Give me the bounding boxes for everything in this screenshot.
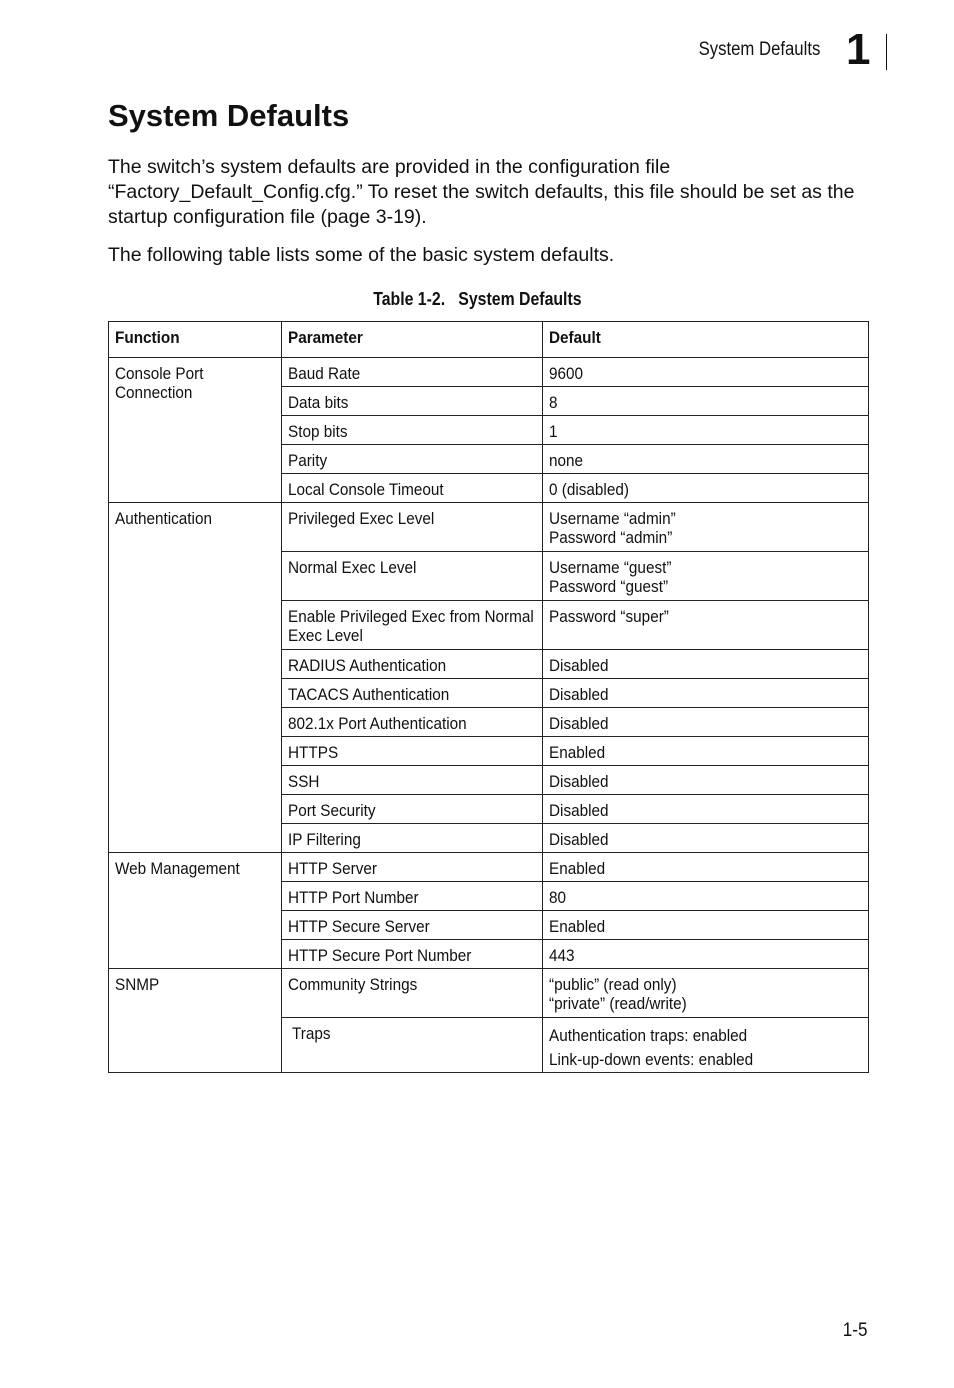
default-cell: “public” (read only) “private” (read/write) — [543, 969, 869, 1018]
table-row — [109, 853, 869, 882]
parameter-cell: Stop bits — [282, 416, 543, 445]
parameter-cell: Privileged Exec Level — [282, 503, 543, 552]
function-cell: Authentication — [109, 503, 282, 853]
parameter-cell: HTTP Port Number — [282, 882, 543, 911]
parameter-cell: HTTP Server — [282, 853, 543, 882]
parameter-cell: Port Security — [282, 795, 543, 824]
default-cell: Disabled — [543, 650, 869, 679]
running-header-title: System Defaults — [698, 39, 820, 60]
parameter-cell: SSH — [282, 766, 543, 795]
default-cell: Disabled — [543, 795, 869, 824]
default-cell: none — [543, 445, 869, 474]
parameter-cell: HTTPS — [282, 737, 543, 766]
default-cell: 9600 — [543, 358, 869, 387]
parameter-cell: HTTP Secure Port Number — [282, 940, 543, 969]
default-cell: Disabled — [543, 708, 869, 737]
parameter-cell: IP Filtering — [282, 824, 543, 853]
parameter-cell: RADIUS Authentication — [282, 650, 543, 679]
table-caption — [0, 289, 954, 310]
table-caption-text: Table 1-2. System Defaults — [372, 289, 582, 309]
function-cell: Console Port Connection — [109, 358, 282, 503]
parameter-cell: 802.1x Port Authentication — [282, 708, 543, 737]
parameter-cell: TACACS Authentication — [282, 679, 543, 708]
default-cell: 8 — [543, 387, 869, 416]
default-cell: Enabled — [543, 853, 869, 882]
default-cell: Username “guest” Password “guest” — [543, 552, 869, 601]
parameter-cell: Traps — [282, 1018, 543, 1073]
default-cell: Enabled — [543, 737, 869, 766]
column-header-function: Function — [109, 322, 282, 358]
function-cell: SNMP — [109, 969, 282, 1073]
parameter-cell: Data bits — [282, 387, 543, 416]
table-intro-paragraph: The following table lists some of the basic system defaults. — [108, 244, 615, 266]
default-cell: Authentication traps: enabled Link-up-down events: enabled — [543, 1018, 869, 1073]
default-cell: Disabled — [543, 766, 869, 795]
default-cell: Username “admin” Password “admin” — [543, 503, 869, 552]
chapter-marker — [844, 25, 888, 74]
table-row — [109, 358, 869, 387]
page-title: System Defaults — [108, 98, 350, 133]
table-header-row — [109, 322, 869, 358]
page-number: 1-5 — [842, 1320, 867, 1341]
parameter-cell: Parity — [282, 445, 543, 474]
column-header-parameter: Parameter — [282, 322, 543, 358]
default-cell: 1 — [543, 416, 869, 445]
default-cell: Disabled — [543, 679, 869, 708]
system-defaults-table — [108, 321, 869, 1073]
parameter-cell: Local Console Timeout — [282, 474, 543, 503]
column-header-default: Default — [543, 322, 869, 358]
chapter-number: 1 — [846, 25, 871, 74]
default-cell: Disabled — [543, 824, 869, 853]
parameter-cell: Enable Privileged Exec from Normal Exec Level — [282, 601, 543, 650]
table-row — [109, 503, 869, 552]
table-row — [109, 969, 869, 1018]
default-cell: 80 — [543, 882, 869, 911]
function-cell: Web Management — [109, 853, 282, 969]
chapter-rule-divider — [886, 34, 887, 70]
default-cell: 0 (disabled) — [543, 474, 869, 503]
default-cell: Password “super” — [543, 601, 869, 650]
default-cell: Enabled — [543, 911, 869, 940]
default-cell: 443 — [543, 940, 869, 969]
parameter-cell: Community Strings — [282, 969, 543, 1018]
parameter-cell: HTTP Secure Server — [282, 911, 543, 940]
parameter-cell: Baud Rate — [282, 358, 543, 387]
parameter-cell: Normal Exec Level — [282, 552, 543, 601]
intro-paragraph: The switch’s system defaults are provided in the configuration file “Factory_Default_Config.cfg.” To reset the switch defaults, this file should be set as the startup configuration file (page 3-19). — [108, 156, 855, 228]
